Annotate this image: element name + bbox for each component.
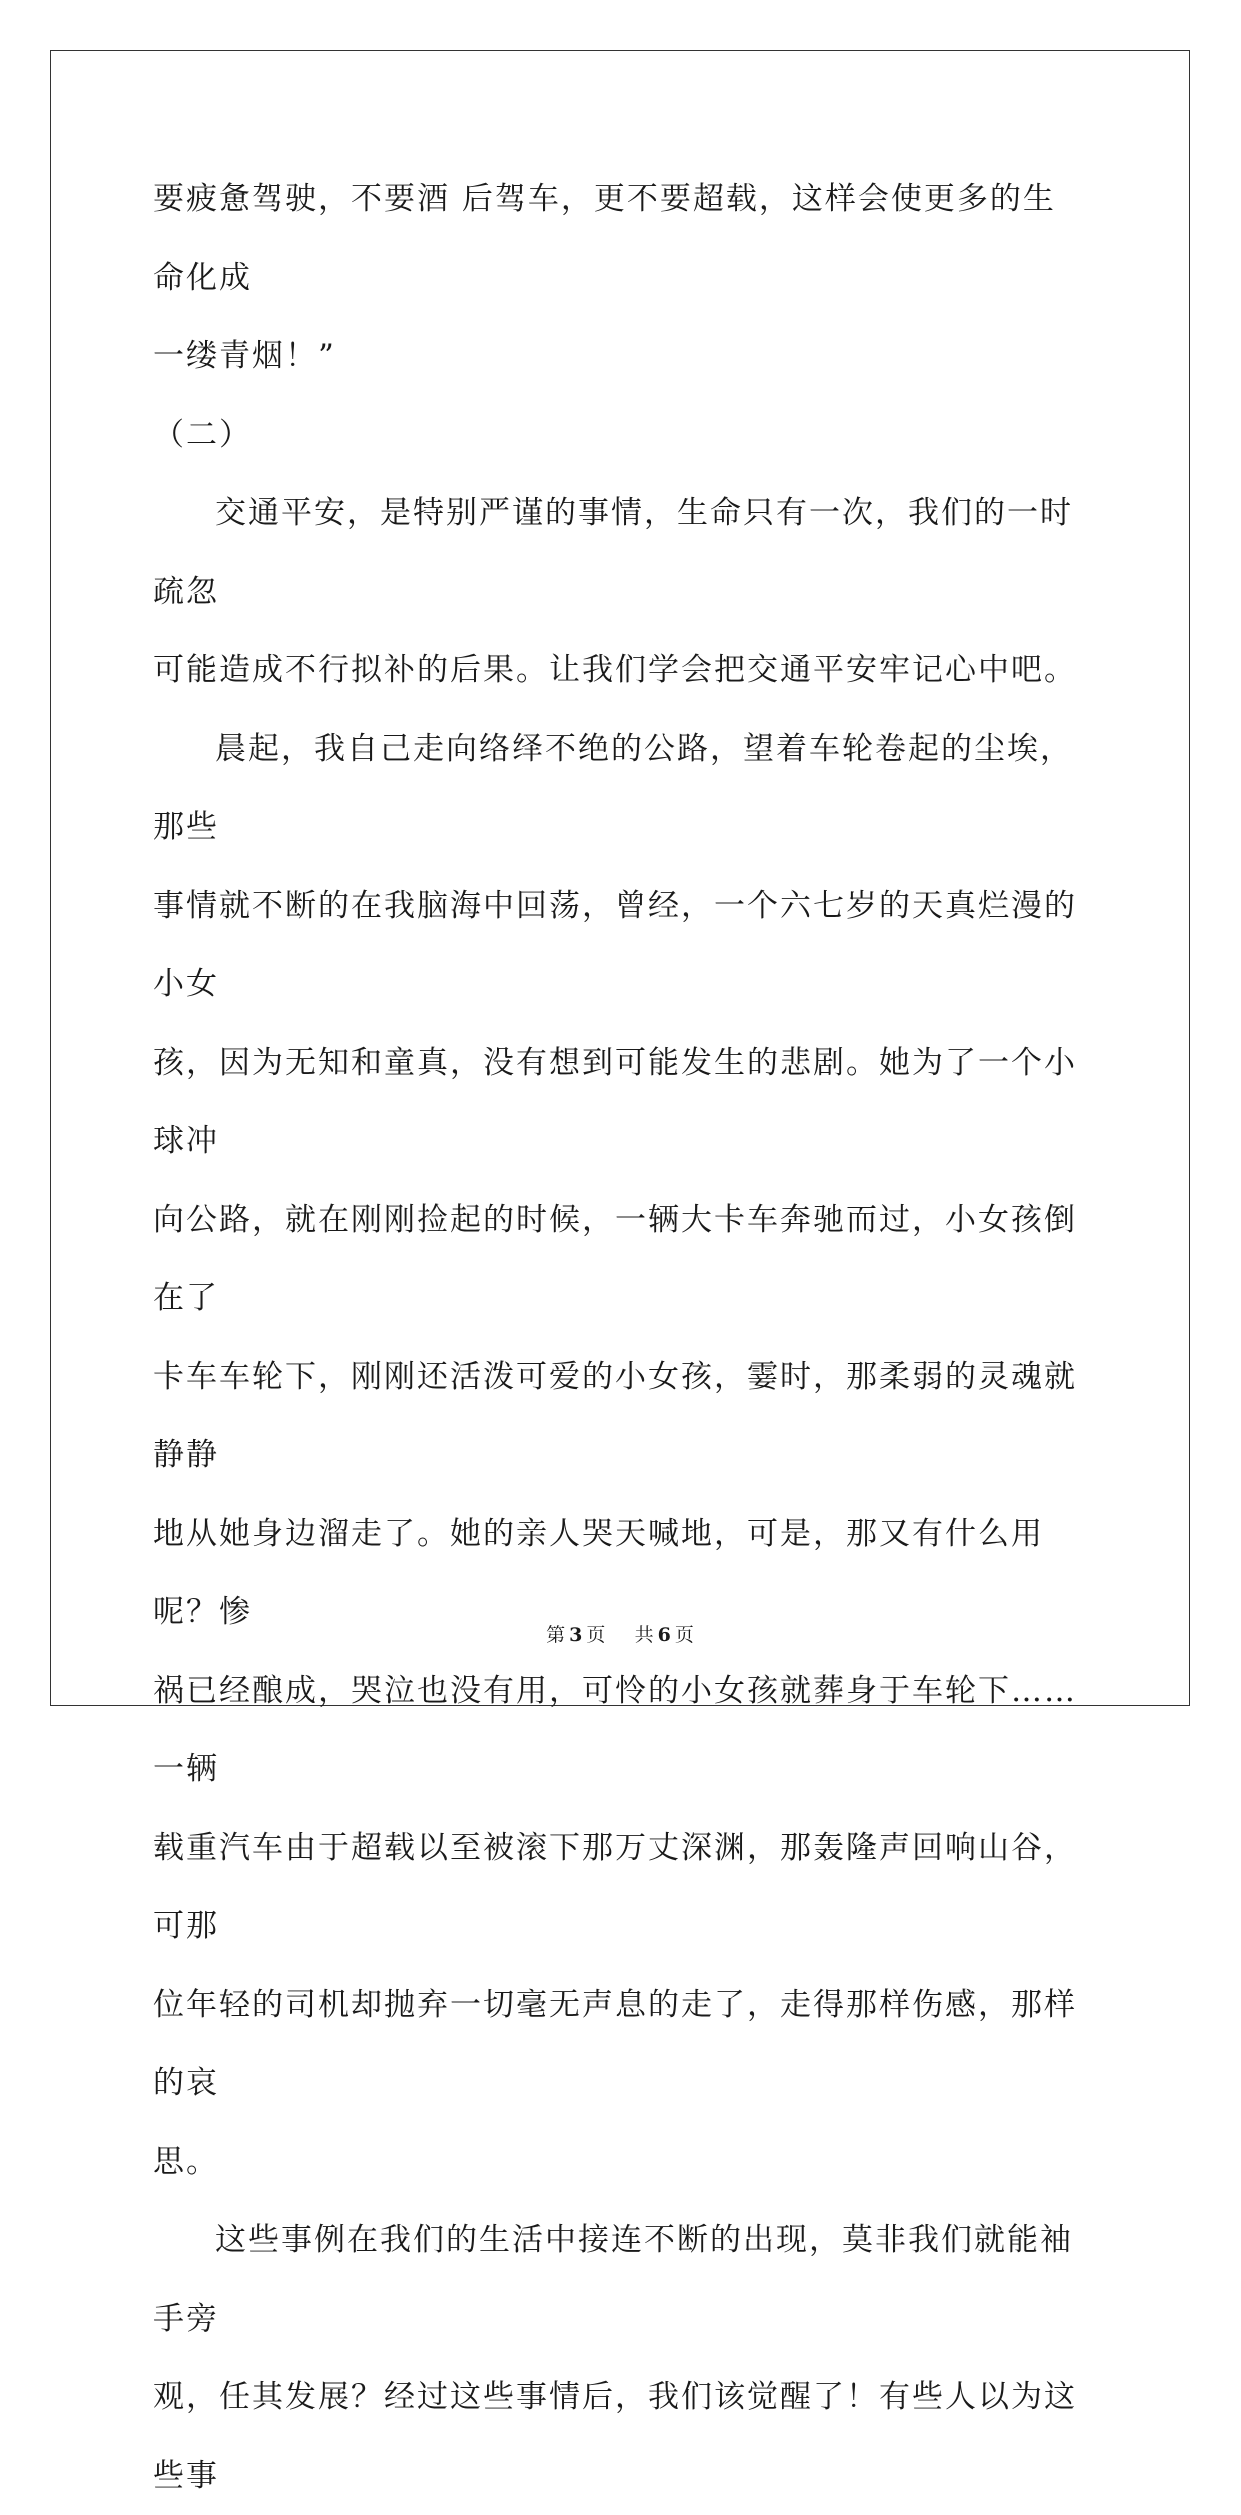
text-line: 祸已经酿成，哭泣也没有用，可怜的小女孩就葬身于车轮下……一辆 bbox=[153, 1672, 1077, 1787]
total-pages: 6 bbox=[657, 1624, 672, 1646]
section-heading bbox=[153, 396, 1088, 475]
paragraph bbox=[153, 710, 1088, 2202]
paragraph bbox=[153, 2201, 1088, 2515]
page-suffix: 页 bbox=[586, 1624, 607, 1646]
page-number: 3 bbox=[569, 1624, 584, 1646]
paragraph bbox=[153, 474, 1088, 710]
text-line: 要疲惫驾驶，不要酒 后驾车，更不要超载，这样会使更多的生命化成 bbox=[153, 181, 1056, 296]
page-footer bbox=[0, 1620, 1241, 1647]
text-line: 载重汽车由于超载以至被滚下那万丈深渊，那轰隆声回响山谷，可那 bbox=[153, 1829, 1077, 1944]
text-line: 思。 bbox=[153, 2143, 219, 2180]
text-line: 孩，因为无知和童真，没有想到可能发生的悲剧。她为了一个小球冲 bbox=[153, 1044, 1077, 1159]
text-line: 卡车车轮下，刚刚还活泼可爱的小女孩，霎时，那柔弱的灵魂就静静 bbox=[153, 1358, 1077, 1473]
total-suffix: 页 bbox=[674, 1624, 695, 1646]
text-line: 观，任其发展？经过这些事情后，我们该觉醒了！有些人以为这些事 bbox=[153, 2379, 1077, 2494]
text-line: 向公路，就在刚刚捡起的时候，一辆大卡车奔驰而过，小女孩倒在了 bbox=[153, 1201, 1077, 1316]
heading-text: （二） bbox=[153, 416, 252, 453]
page-prefix: 第 bbox=[546, 1624, 567, 1646]
paragraph-continuation bbox=[153, 160, 1088, 396]
text-line: 这些事例在我们的生活中接连不断的出现，莫非我们就能袖手旁 bbox=[153, 2222, 1073, 2337]
text-line: 交通平安，是特别严谨的事情，生命只有一次，我们的一时疏忽 bbox=[153, 495, 1073, 610]
text-line: 地从她身边溜走了。她的亲人哭天喊地，可是，那又有什么用呢？惨 bbox=[153, 1515, 1044, 1630]
total-prefix: 共 bbox=[634, 1624, 655, 1646]
document-body bbox=[153, 160, 1088, 2515]
text-line: 晨起，我自己走向络绎不绝的公路，望着车轮卷起的尘埃，那些 bbox=[153, 730, 1073, 845]
text-line: 可能造成不行拟补的后果。让我们学会把交通平安牢记心中吧。 bbox=[153, 652, 1077, 688]
text-line: 事情就不断的在我脑海中回荡，曾经，一个六七岁的天真烂漫的小女 bbox=[153, 887, 1077, 1002]
text-line: 一缕青烟！” bbox=[153, 338, 336, 374]
text-line: 位年轻的司机却抛弃一切毫无声息的走了，走得那样伤感，那样的哀 bbox=[153, 1986, 1077, 2101]
